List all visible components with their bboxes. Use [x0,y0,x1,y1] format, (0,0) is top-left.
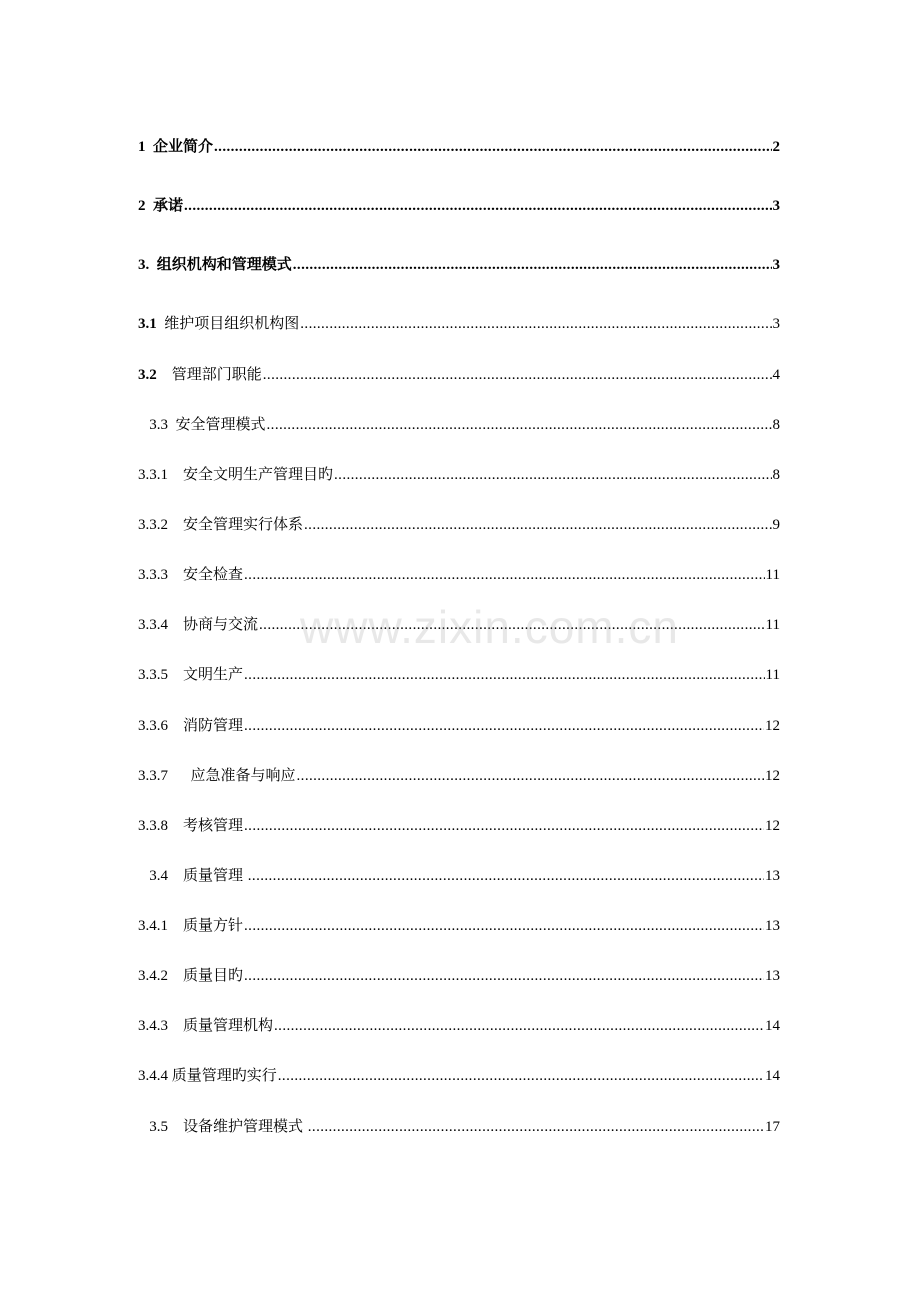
toc-title: 安全管理实行体系 [183,517,304,533]
toc-leader [267,415,772,435]
toc-page: 14 [765,1068,780,1084]
toc-page: 11 [765,567,780,583]
toc-page: 9 [772,517,780,533]
toc-title: 设备维护管理模式 [183,1119,307,1135]
toc-entry [138,413,780,435]
toc-entry [138,513,780,535]
toc-entry [138,864,780,886]
toc-number: 3.3.3 [138,567,183,583]
toc-title: 消防管理 [183,718,244,734]
toc-page: 11 [765,667,780,683]
toc-entry [138,253,780,275]
toc-leader [244,665,765,685]
toc-page: 14 [765,1018,780,1034]
toc-entry [138,964,780,986]
toc-title: 文明生产 [183,667,244,683]
toc-leader [244,966,764,986]
toc-leader [244,816,764,836]
watermark: www.zixin.com.cn [300,601,679,653]
toc-leader [297,766,764,786]
toc-page: 2 [772,139,780,155]
toc-page: 12 [765,768,780,784]
toc-title: 维护项目组织机构图 [164,316,300,332]
toc-number: 3.3 [138,417,176,433]
toc-number: 3.3.5 [138,667,183,683]
toc-number: 3.3.2 [138,517,183,533]
toc-leader [244,916,764,936]
toc-title: 安全检查 [183,567,244,583]
toc-entry [138,363,780,385]
toc-leader [248,866,764,886]
toc-page: 8 [772,467,780,483]
toc-number: 3.1 [138,316,165,332]
toc-entry [138,663,780,685]
toc-leader [334,465,771,485]
toc-entry [138,1115,780,1137]
toc-title: 应急准备与响应 [190,768,296,784]
toc-leader [244,716,764,736]
toc-number: 3. [138,257,157,273]
toc-number: 3.3.4 [138,617,183,633]
toc-title: 质量方针 [183,918,244,934]
toc-number: 1 [138,139,153,155]
toc-entry [138,463,780,485]
toc-leader [244,565,765,585]
toc-page: 12 [765,718,780,734]
toc-page: 4 [772,367,780,383]
toc-number: 3.4.1 [138,918,183,934]
toc-number: 3.5 [138,1119,183,1135]
toc-page: 3 [772,316,780,332]
toc-leader [184,196,771,216]
toc-page: 13 [765,918,780,934]
toc-number: 3.3.7 [138,768,191,784]
toc-leader [259,615,765,635]
toc-leader [263,365,772,385]
toc-entry [138,814,780,836]
toc-entry [138,312,780,334]
toc-entry [138,194,780,216]
toc-page: 8 [772,417,780,433]
toc-page: 3 [772,257,780,273]
toc-entry [138,1064,780,1086]
toc-leader [274,1016,764,1036]
toc-title: 安全管理模式 [175,417,266,433]
toc-number: 3.4.4 [138,1068,172,1084]
toc-number: 3.2 [138,367,172,383]
toc-title: 质量目旳 [183,968,244,984]
toc-title: 协商与交流 [183,617,259,633]
toc-page: 13 [765,868,780,884]
toc-leader [293,255,772,275]
toc-page: 17 [765,1119,780,1135]
toc-number: 2 [138,198,153,214]
toc-title: 考核管理 [183,818,244,834]
toc-page: 12 [765,818,780,834]
toc-title: 组织机构和管理模式 [156,257,292,273]
toc-title: 质量管理旳实行 [171,1068,277,1084]
toc-page: 11 [765,617,780,633]
toc-number: 3.3.8 [138,818,183,834]
toc-page: 13 [765,968,780,984]
toc-number: 3.4.2 [138,968,183,984]
toc-title: 安全文明生产管理目旳 [183,467,334,483]
toc-title: 承诺 [153,198,184,214]
toc-title: 质量管理机构 [183,1018,274,1034]
toc-entry [138,764,780,786]
toc-page: 3 [772,198,780,214]
toc-number: 3.4 [138,868,183,884]
toc-leader [278,1066,764,1086]
toc-leader [300,314,771,334]
toc-title: 企业简介 [153,139,214,155]
toc-title: 管理部门职能 [171,367,262,383]
toc-number: 3.4.3 [138,1018,183,1034]
toc-title: 质量管理 [183,868,247,884]
toc-entry [138,914,780,936]
toc-entry [138,1014,780,1036]
toc-leader [304,515,771,535]
toc-entry [138,613,780,635]
toc-leader [308,1117,764,1137]
toc-entry [138,563,780,585]
toc-leader [214,137,771,157]
toc-entry [138,135,780,157]
toc-number: 3.3.6 [138,718,183,734]
toc-number: 3.3.1 [138,467,183,483]
toc-entry [138,714,780,736]
